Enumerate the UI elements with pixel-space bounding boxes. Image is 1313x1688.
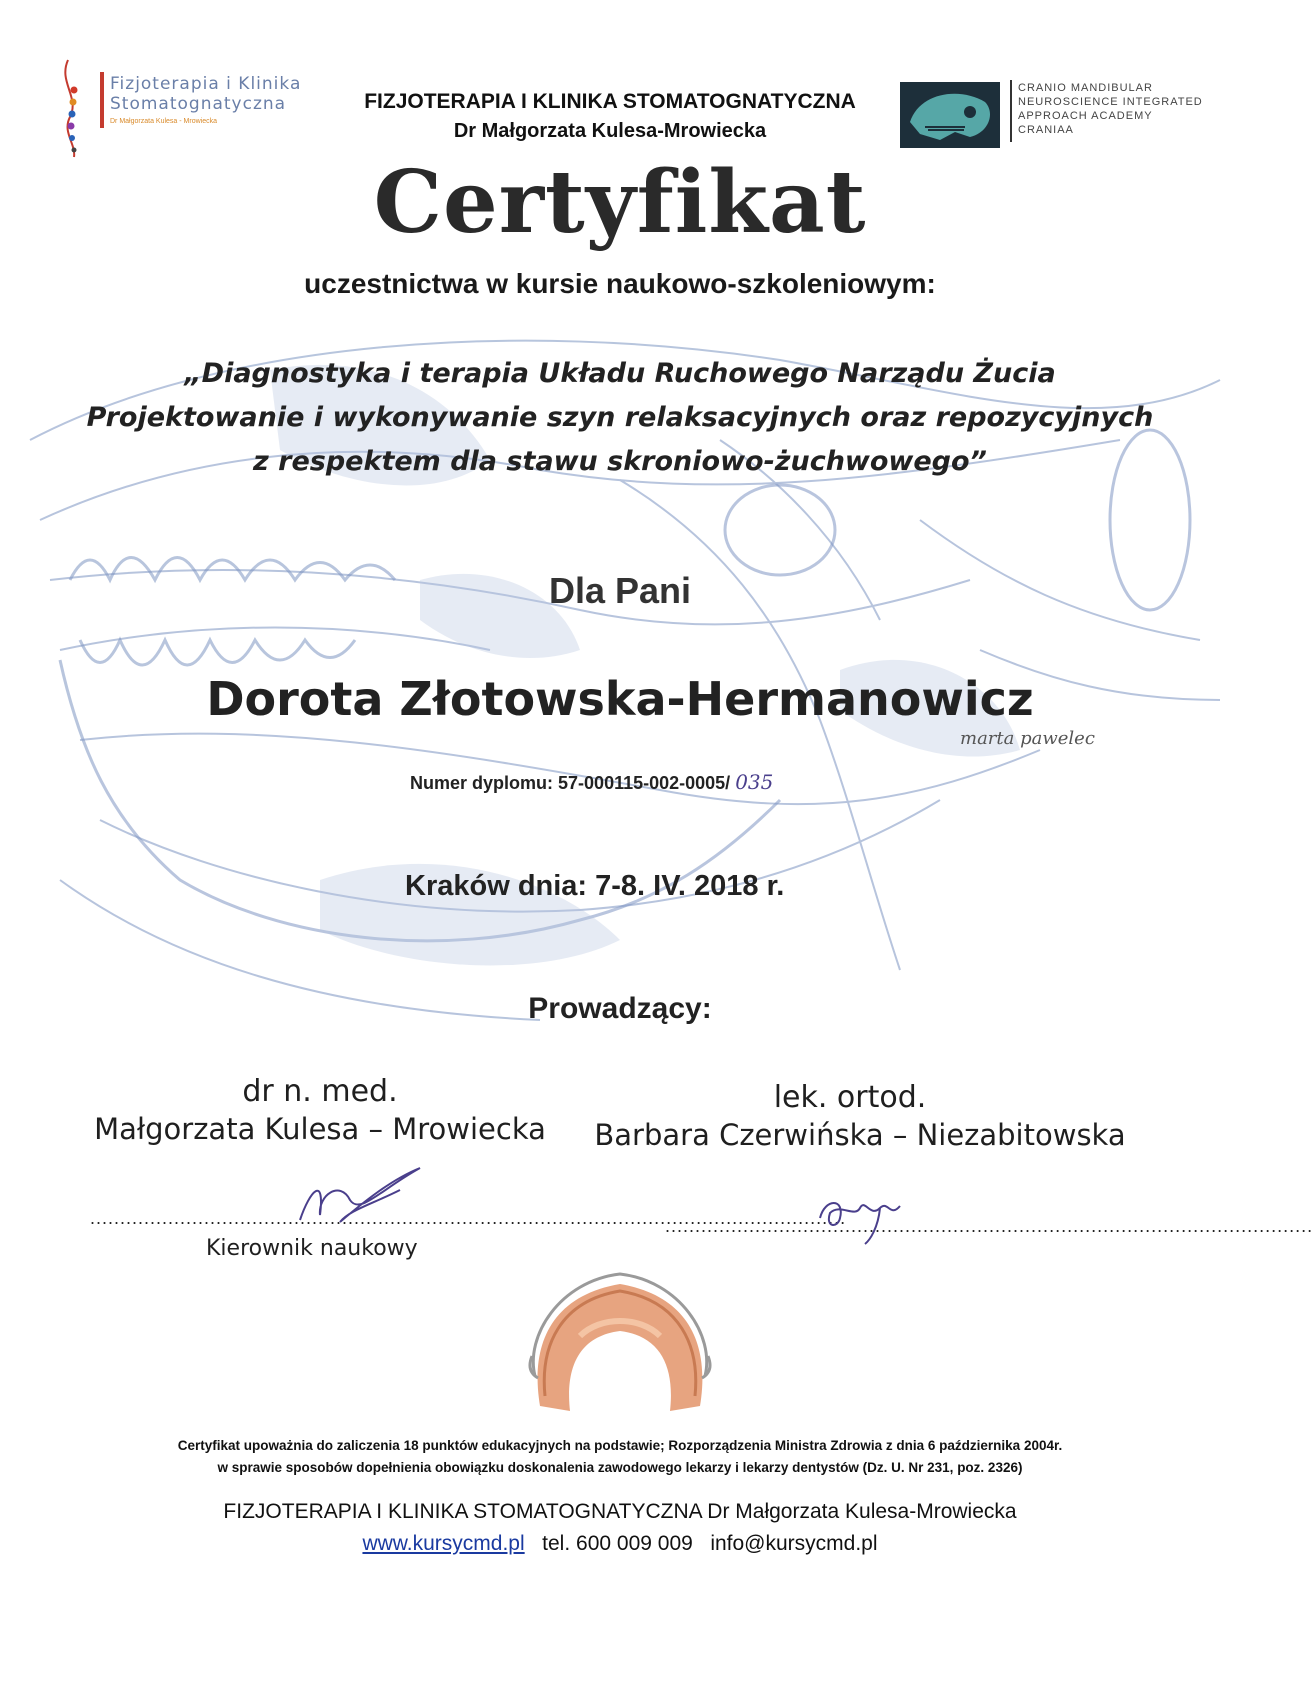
right-signature-line: ............................................................................................................ — [665, 1216, 1313, 1236]
craniaa-logo — [900, 78, 1220, 158]
right-signature — [810, 1178, 920, 1248]
artist-signature: marta pawelec — [960, 728, 1095, 749]
right-signatory-title: lek. ortod. — [773, 1080, 927, 1115]
right-signatory-name: Barbara Czerwińska – Niezabitowska — [594, 1118, 1126, 1152]
cpd-note-line-2: w sprawie sposobów dopełnienia obowiązku doskonalenia zawodowego lekarzy i lekarzy dentystów (Dz. U. Nr 231, poz. 2326) — [217, 1460, 1023, 1475]
left-signature-line: .............................................................................................................................. — [90, 1208, 847, 1228]
certificate-subtitle: uczestnictwa w kursie naukowo-szkoleniowym: — [304, 268, 936, 299]
logo-right-line3: APPROACH ACADEMY — [1018, 110, 1153, 122]
instructors-label: Prowadzący: — [528, 992, 712, 1025]
logo-right-line2: NEUROSCIENCE INTEGRATED — [1018, 96, 1203, 108]
header-doctor: Dr Małgorzata Kulesa-Mrowiecka — [453, 120, 767, 142]
website-link[interactable]: www.kursycmd.pl — [362, 1532, 525, 1555]
logo-left-line2: Stomatognatyczna — [110, 94, 287, 114]
course-line-3: z respektem dla stawu skroniowo-żuchwowego” — [253, 446, 987, 477]
left-signatory-role: Kierownik naukowy — [206, 1236, 418, 1261]
clinic-logo — [40, 52, 310, 162]
diploma-number: 57-000115-002-0005/ — [558, 773, 731, 793]
certificate-title: Certyfikat — [373, 152, 867, 253]
spine-icon — [40, 52, 100, 162]
salutation: Dla Pani — [548, 570, 692, 611]
cpd-note-line-1: Certyfikat upoważnia do zaliczenia 18 punktów edukacyjnych na podstawie; Rozporządzenia Ministra Zdrowia z dnia 6 października 2004r. — [177, 1438, 1063, 1453]
header-org: FIZJOTERAPIA I KLINIKA STOMATOGNATYCZNA — [364, 90, 856, 113]
phone: tel. 600 009 009 — [542, 1532, 693, 1555]
logo-left-line1: Fizjoterapia i Klinika — [110, 74, 302, 94]
course-line-2: Projektowanie i wykonywanie szyn relaksacyjnych oraz repozycyjnych — [86, 402, 1154, 433]
course-line-1: „Diagnostyka i terapia Układu Ruchowego Narządu Żucia — [184, 358, 1056, 389]
left-signatory-name: Małgorzata Kulesa – Mrowiecka — [94, 1112, 546, 1146]
left-signatory-title: dr n. med. — [242, 1074, 398, 1109]
logo-left-line3: Dr Małgorzata Kulesa - Mrowiecka — [110, 118, 217, 125]
footer-org: FIZJOTERAPIA I KLINIKA STOMATOGNATYCZNA Dr Małgorzata Kulesa-Mrowiecka — [223, 1500, 1017, 1523]
footer-contacts — [0, 1532, 1240, 1556]
logo-right-line1: CRANIO MANDIBULAR — [1018, 82, 1153, 94]
logo-right-line4: CRANIAA — [1018, 124, 1074, 136]
email[interactable]: info@kursycmd.pl — [710, 1532, 878, 1555]
skull-icon — [900, 82, 1000, 148]
orthodontic-appliance-image — [520, 1256, 720, 1426]
date: Kraków dnia: 7-8. IV. 2018 r. — [405, 870, 785, 902]
recipient-name: Dorota Złotowska-Hermanowicz — [206, 672, 1034, 726]
diploma-number-row — [410, 770, 910, 794]
diploma-label: Numer dyplomu: — [410, 773, 554, 793]
diploma-suffix: 035 — [735, 770, 774, 794]
